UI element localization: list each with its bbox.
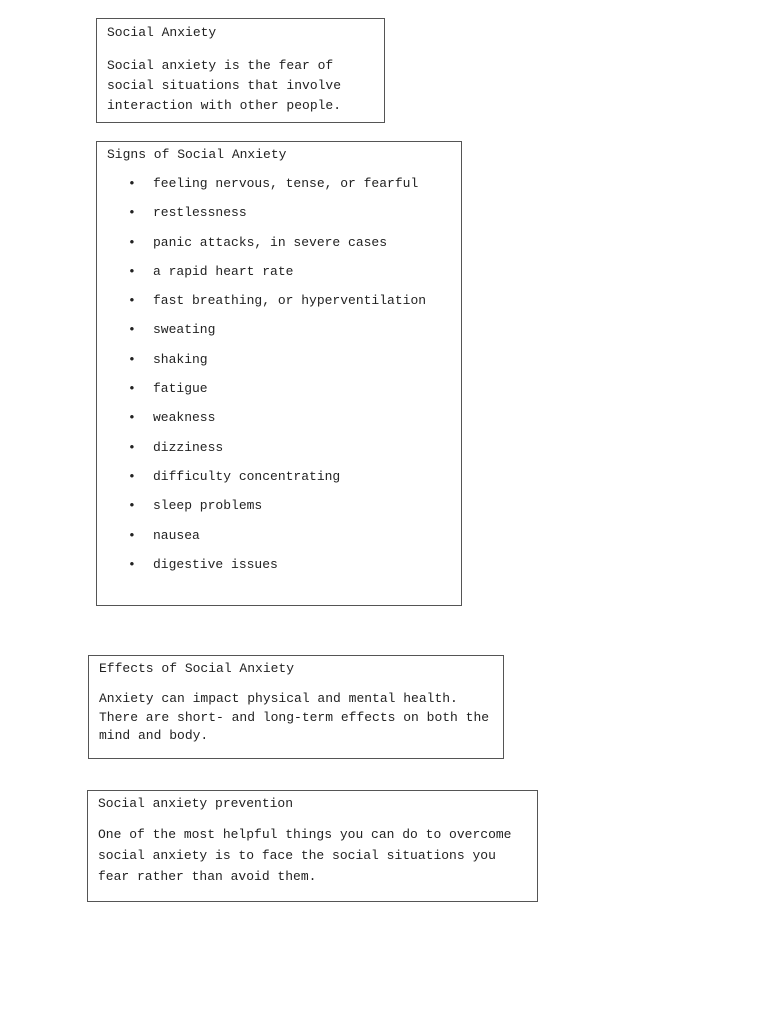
bullet-icon: • [128,322,136,338]
list-item: • fatigue [128,381,208,397]
bullet-icon: • [128,498,136,514]
effects-box [88,655,504,759]
list-item: • a rapid heart rate [128,263,294,279]
list-item: • digestive issues [128,556,278,572]
list-item: • fast breathing, or hyperventilation [128,293,427,309]
bullet-icon: • [128,263,136,279]
effects-title: Effects of Social Anxiety [99,661,295,676]
signs-box [96,141,462,606]
prevention-title: Social anxiety prevention [98,796,294,811]
list-item: • sleep problems [128,498,263,514]
social-anxiety-title: Social Anxiety [107,25,217,40]
list-item: • weakness [128,410,216,426]
prevention-text: One of the most helpful things you can do to overcome social anxiety is to face the social situations you fear rather than avoid them. [98,827,512,884]
list-item: • nausea [128,527,200,543]
list-item: • feeling nervous, tense, or fearful [128,176,419,191]
bullet-icon: • [128,205,136,221]
social-anxiety-text: Social anxiety is the fear of social situations that involve interaction with other people. [107,58,342,113]
list-item: • dizziness [128,439,224,455]
bullet-icon: • [128,468,136,484]
effects-text: Anxiety can impact physical and mental health. There are short- and long-term effects on both the mind and body. [99,691,490,743]
bullet-icon: • [128,527,136,543]
list-item: • restlessness [128,205,247,221]
list-item: • shaking [128,351,208,367]
list-item: • sweating [128,322,216,338]
bullet-icon: • [128,234,136,250]
bullet-icon: • [128,556,136,572]
bullet-icon: • [128,439,136,455]
bullet-icon: • [128,176,136,191]
prevention-box [87,790,538,902]
bullet-icon: • [128,293,136,309]
bullet-icon: • [128,381,136,397]
signs-title: Signs of Social Anxiety [107,147,287,162]
list-item: • difficulty concentrating [128,468,341,484]
signs-list [97,175,461,585]
social-anxiety-box [96,18,385,123]
list-item: • panic attacks, in severe cases [128,234,388,250]
bullet-icon: • [128,410,136,426]
bullet-icon: • [128,351,136,367]
